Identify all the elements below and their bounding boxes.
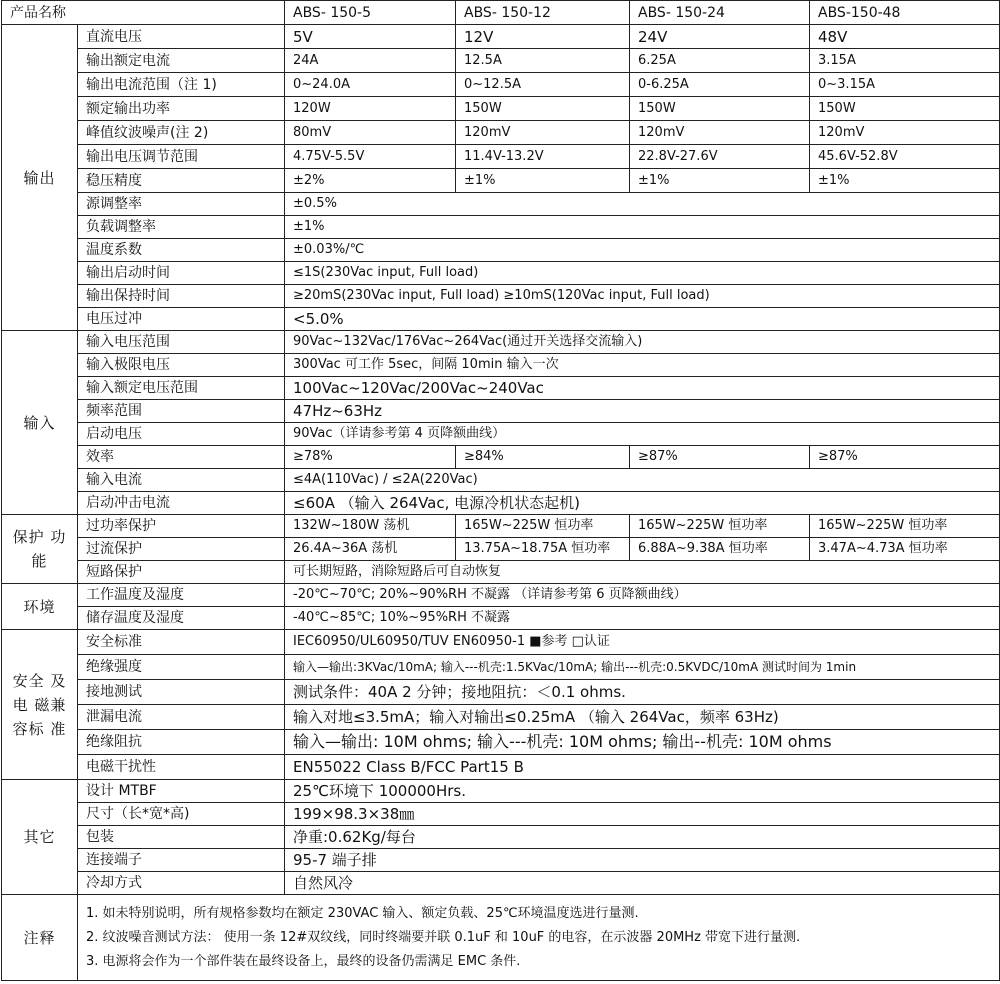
note-item: 1. 如未特别说明，所有规格参数均在额定 230VAC 输入、额定负载、25℃环境温度选进行量测. [86, 905, 639, 921]
row-label: 输入额定电压范围 [78, 377, 285, 400]
row-label: 接地测试 [78, 680, 285, 705]
cell-value: <5.0% [285, 308, 1000, 331]
table-row [2, 285, 1000, 308]
cell-value: 输入对地≤3.5mA；输入对输出≤0.25mA （输入 264Vac，频率 63Hz) [285, 705, 1000, 730]
table-row [2, 97, 1000, 121]
table-row [2, 331, 1000, 354]
cell-value: ±1% [285, 216, 1000, 239]
cell-value: 100Vac~120Vac/200Vac~240Vac [285, 377, 1000, 400]
table-row [2, 169, 1000, 193]
table-row [2, 121, 1000, 145]
row-label: 输入极限电压 [78, 354, 285, 377]
table-row [2, 826, 1000, 849]
table-row [2, 308, 1000, 331]
model-header: ABS- 150-24 [630, 1, 810, 25]
table-row [2, 584, 1000, 607]
cell-value: -40℃~85℃; 10%~95%RH 不凝露 [285, 607, 1000, 630]
row-label: 启动冲击电流 [78, 492, 285, 515]
cell-value: 12.5A [456, 49, 630, 73]
row-label: 输出额定电流 [78, 49, 285, 73]
model-header: ABS- 150-5 [285, 1, 456, 25]
table-row [2, 849, 1000, 872]
cell-value: 0~3.15A [810, 73, 1000, 97]
row-label: 电压过冲 [78, 308, 285, 331]
cell-value: ≤4A(110Vac) / ≤2A(220Vac) [285, 469, 1000, 492]
row-label: 稳压精度 [78, 169, 285, 193]
row-label: 连接端子 [78, 849, 285, 872]
cell-value: 24A [285, 49, 456, 73]
model-header: ABS-150-48 [810, 1, 1000, 25]
cell-value: -20℃~70℃; 20%~90%RH 不凝露 （详请参考第 6 页降额曲线） [285, 584, 1000, 607]
table-row [2, 145, 1000, 169]
cell-value: 120W [285, 97, 456, 121]
table-row [2, 561, 1000, 584]
row-label: 输出保持时间 [78, 285, 285, 308]
cell-value: 3.15A [810, 49, 1000, 73]
notes-list [78, 895, 1000, 981]
cell-value: 80mV [285, 121, 456, 145]
section-notes: 注释 [2, 895, 78, 981]
cell-value: ±2% [285, 169, 456, 193]
model-header: ABS- 150-12 [456, 1, 630, 25]
row-label: 直流电压 [78, 25, 285, 49]
table-row [2, 469, 1000, 492]
cell-value: 25℃环境下 100000Hrs. [285, 780, 1000, 803]
table-row [2, 803, 1000, 826]
cell-value: ≥87% [630, 446, 810, 469]
cell-value: 22.8V-27.6V [630, 145, 810, 169]
cell-value: 120mV [630, 121, 810, 145]
row-label: 设计 MTBF [78, 780, 285, 803]
row-label: 冷却方式 [78, 872, 285, 895]
row-label: 峰值纹波噪声(注 2) [78, 121, 285, 145]
cell-value: 5V [285, 25, 456, 49]
cell-value: 输入—输出:3KVac/10mA; 输入---机壳:1.5KVac/10mA; 输出---机壳:0.5KVDC/10mA 测试时间为 1min [285, 655, 1000, 680]
table-row [2, 680, 1000, 705]
cell-value: ≥78% [285, 446, 456, 469]
cell-value: 12V [456, 25, 630, 49]
row-label: 过流保护 [78, 538, 285, 561]
cell-value: 13.75A~18.75A 恒功率 [456, 538, 630, 561]
row-label: 储存温度及湿度 [78, 607, 285, 630]
cell-value: ±1% [630, 169, 810, 193]
row-label: 包装 [78, 826, 285, 849]
cell-value: EN55022 Class B/FCC Part15 B [285, 755, 1000, 780]
table-row [2, 73, 1000, 97]
table-row [2, 193, 1000, 216]
cell-value: 150W [810, 97, 1000, 121]
note-item: 2. 纹波噪音测试方法： 使用一条 12#双纹线，同时终端要并联 0.1uF 和 10uF 的电容，在示波器 20MHz 带宽下进行量测. [86, 929, 801, 945]
cell-value: 90Vac（详请参考第 4 页降额曲线） [285, 423, 1000, 446]
row-label: 源调整率 [78, 193, 285, 216]
row-label: 输入电压范围 [78, 331, 285, 354]
table-row [2, 492, 1000, 515]
table-row [2, 730, 1000, 755]
section-other: 其它 [2, 780, 78, 895]
cell-value: ≤60A （输入 264Vac, 电源冷机状态起机) [285, 492, 1000, 515]
table-row [2, 538, 1000, 561]
table-row [2, 705, 1000, 730]
row-label: 绝缘阻抗 [78, 730, 285, 755]
cell-value: 47Hz~63Hz [285, 400, 1000, 423]
row-label: 泄漏电流 [78, 705, 285, 730]
row-label: 效率 [78, 446, 285, 469]
row-label: 安全标准 [78, 630, 285, 655]
cell-value: ±0.5% [285, 193, 1000, 216]
cell-value: 120mV [456, 121, 630, 145]
table-row [2, 262, 1000, 285]
row-label: 温度系数 [78, 239, 285, 262]
table-row [2, 400, 1000, 423]
row-label: 输出电流范围（注 1) [78, 73, 285, 97]
cell-value: ≤1S(230Vac input, Full load) [285, 262, 1000, 285]
cell-value: 95-7 端子排 [285, 849, 1000, 872]
cell-value: 300Vac 可工作 5sec，间隔 10min 输入一次 [285, 354, 1000, 377]
section-output: 输出 [2, 25, 78, 331]
table-row [2, 49, 1000, 73]
table-row [2, 630, 1000, 655]
cell-value: IEC60950/UL60950/TUV EN60950-1 ■参考 □认证 [285, 630, 1000, 655]
cell-value: 132W~180W 荡机 [285, 515, 456, 538]
spec-table [1, 0, 1000, 981]
cell-value: 自然风冷 [285, 872, 1000, 895]
cell-value: ≥87% [810, 446, 1000, 469]
table-row [2, 607, 1000, 630]
section-safety: 安全 及电 磁兼 容标 准 [2, 630, 78, 780]
notes-row [2, 895, 1000, 981]
cell-value: ±0.03%/℃ [285, 239, 1000, 262]
row-label: 启动电压 [78, 423, 285, 446]
row-label: 输出启动时间 [78, 262, 285, 285]
row-label: 频率范围 [78, 400, 285, 423]
cell-value: 6.88A~9.38A 恒功率 [630, 538, 810, 561]
cell-value: 输入—输出: 10M ohms; 输入---机壳: 10M ohms; 输出--机壳: 10M ohms [285, 730, 1000, 755]
cell-value: 165W~225W 恒功率 [456, 515, 630, 538]
table-row [2, 377, 1000, 400]
cell-value: 26.4A~36A 荡机 [285, 538, 456, 561]
product-name-label: 产品名称 [2, 1, 285, 25]
table-row [2, 446, 1000, 469]
cell-value: 165W~225W 恒功率 [810, 515, 1000, 538]
cell-value: 净重:0.62Kg/每台 [285, 826, 1000, 849]
section-protection: 保护 功能 [2, 515, 78, 584]
cell-value: 24V [630, 25, 810, 49]
cell-value: 165W~225W 恒功率 [630, 515, 810, 538]
table-row [2, 216, 1000, 239]
cell-value: 0-6.25A [630, 73, 810, 97]
table-row [2, 872, 1000, 895]
cell-value: 可长期短路，消除短路后可自动恢复 [285, 561, 1000, 584]
row-label: 电磁干扰性 [78, 755, 285, 780]
row-label: 工作温度及湿度 [78, 584, 285, 607]
cell-value: 0~24.0A [285, 73, 456, 97]
row-label: 负载调整率 [78, 216, 285, 239]
row-label: 绝缘强度 [78, 655, 285, 680]
row-label: 输出电压调节范围 [78, 145, 285, 169]
cell-value: 120mV [810, 121, 1000, 145]
table-row [2, 423, 1000, 446]
cell-value: 6.25A [630, 49, 810, 73]
table-row [2, 655, 1000, 680]
table-row [2, 755, 1000, 780]
cell-value: 48V [810, 25, 1000, 49]
cell-value: 3.47A~4.73A 恒功率 [810, 538, 1000, 561]
section-environment: 环境 [2, 584, 78, 630]
row-label: 额定输出功率 [78, 97, 285, 121]
cell-value: 150W [630, 97, 810, 121]
cell-value: ≥84% [456, 446, 630, 469]
cell-value: 4.75V-5.5V [285, 145, 456, 169]
row-label: 尺寸（长*宽*高) [78, 803, 285, 826]
cell-value: ≥20mS(230Vac input, Full load) ≥10mS(120Vac input, Full load) [285, 285, 1000, 308]
section-input: 输入 [2, 331, 78, 515]
cell-value: 150W [456, 97, 630, 121]
table-row [2, 515, 1000, 538]
cell-value: 11.4V-13.2V [456, 145, 630, 169]
cell-value: 0~12.5A [456, 73, 630, 97]
row-label: 输入电流 [78, 469, 285, 492]
cell-value: 90Vac~132Vac/176Vac~264Vac(通过开关选择交流输入) [285, 331, 1000, 354]
cell-value: 199×98.3×38㎜ [285, 803, 1000, 826]
row-label: 短路保护 [78, 561, 285, 584]
cell-value: ±1% [810, 169, 1000, 193]
table-row [2, 239, 1000, 262]
cell-value: 测试条件：40A 2 分钟；接地阻抗：＜0.1 ohms. [285, 680, 1000, 705]
table-row [2, 354, 1000, 377]
row-label: 过功率保护 [78, 515, 285, 538]
table-row [2, 780, 1000, 803]
note-item: 3. 电源将会作为一个部件装在最终设备上，最终的设备仍需满足 EMC 条件. [86, 953, 521, 969]
cell-value: ±1% [456, 169, 630, 193]
table-row [2, 25, 1000, 49]
header-row [2, 1, 1000, 25]
cell-value: 45.6V-52.8V [810, 145, 1000, 169]
